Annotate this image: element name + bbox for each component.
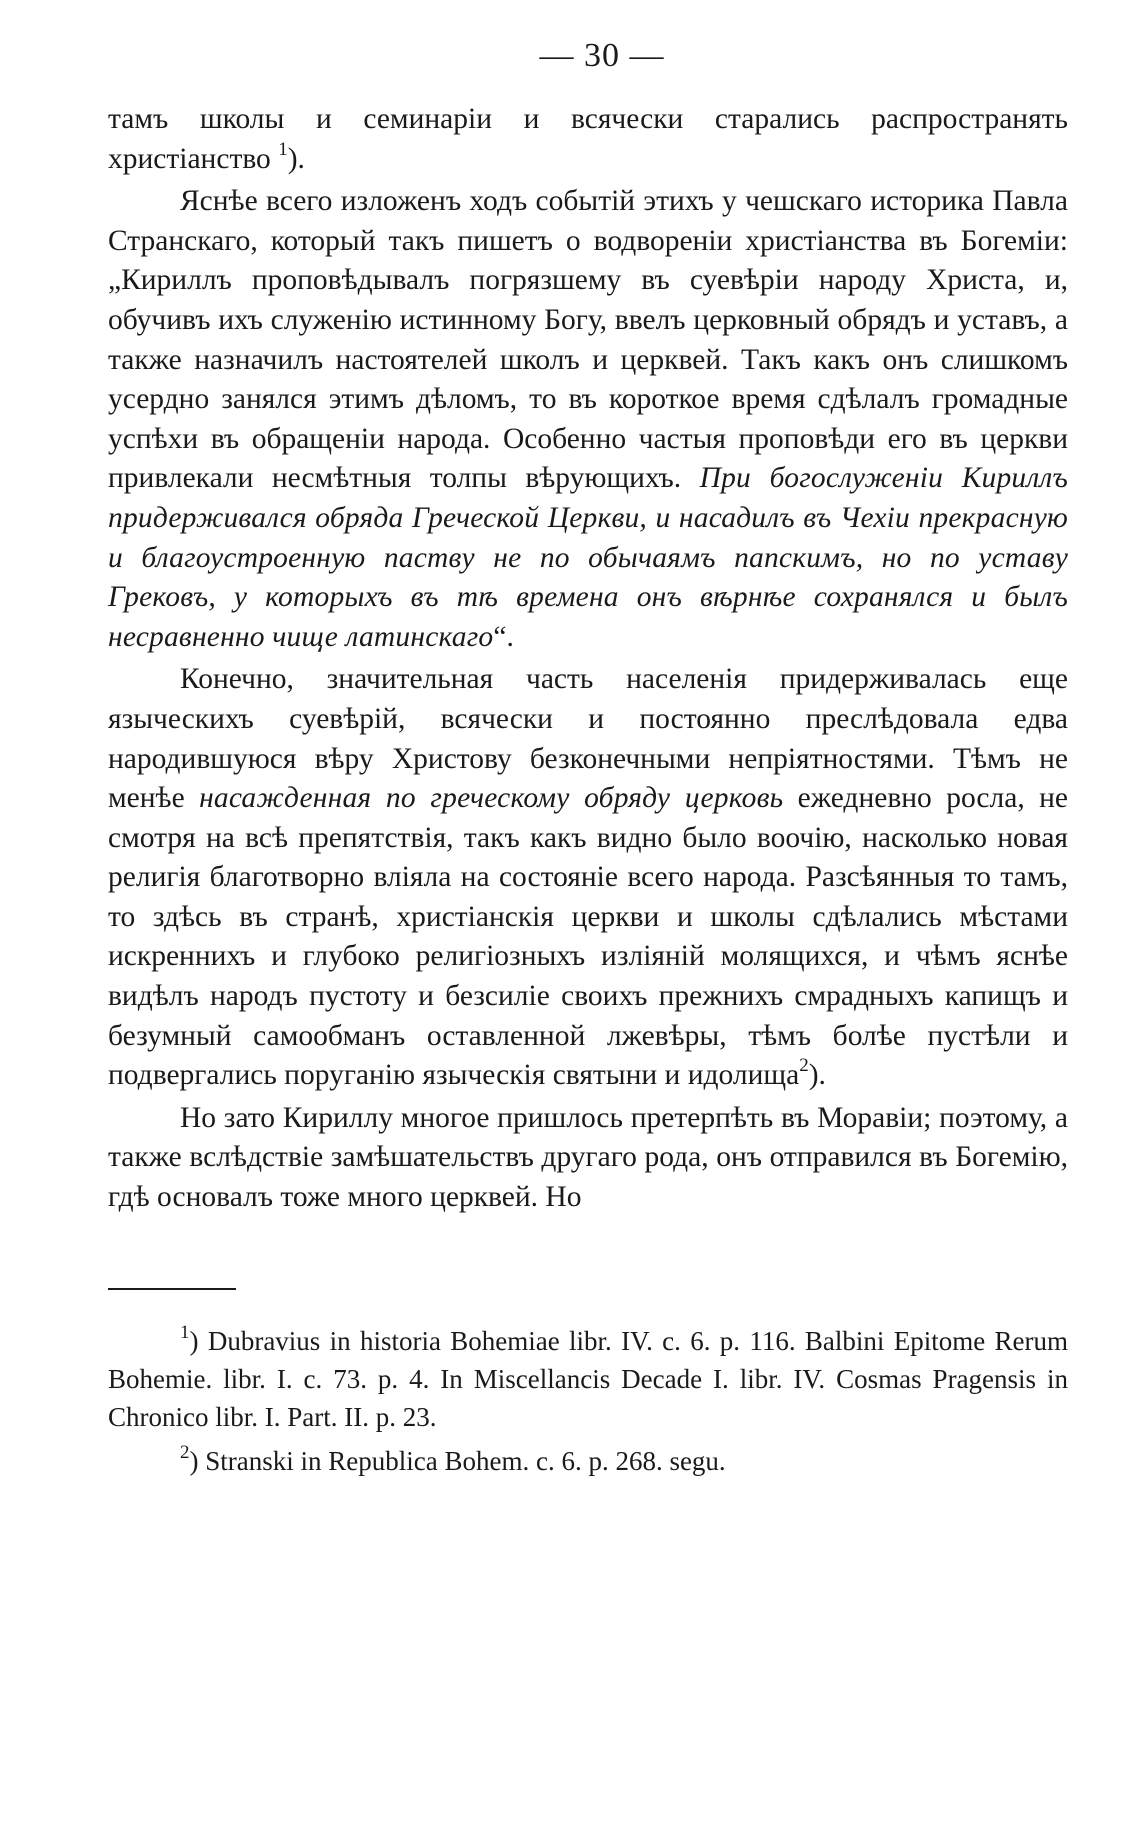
paragraph-3: [108, 660, 1068, 1096]
footnotes: [108, 1322, 1068, 1480]
paragraph-3-text-a: Конечно, значительная часть населенія придерживалась еще языческихъ суевѣрій, всячески и постоянно преслѣдовала едва народившуюся вѣру Христову безконечными непріятностями. Тѣмъ не менѣе: [108, 663, 1068, 815]
footnote-1-text: Dubravius in historia Bohemiae libr. IV. c. 6. p. 116. Balbini Epitome Rerum Bohemie. libr. I. c. 73. p. 4. In Miscellancis Decade I. libr. IV. Cosmas Pragensis in Chronico libr. I. Part. II. p. 23.: [108, 1325, 1069, 1432]
footnote-2-marker-close: ): [189, 1445, 199, 1476]
paragraph-4: [108, 1099, 1068, 1218]
paragraph-1-text: тамъ школы и семинаріи и всячески старались распространять христіанство: [108, 103, 1068, 175]
paragraph-1: [108, 100, 1068, 179]
footnote-2-text: Stranski in Republica Bohem. c. 6. p. 268. segu.: [205, 1445, 726, 1476]
footnote-2: [108, 1442, 1068, 1480]
paragraph-3-text-b: ежедневно росла, не смотря на всѣ препятствія, такъ какъ видно было воочію, насколько новая религія благотворно вліяла на состояніе всего народа. Разсѣянныя то тамъ, то здѣсь въ странѣ, христіанскія церкви и школы сдѣлались мѣстами искреннихъ и глубоко религіозныхъ изліяній молящихся, и чѣмъ яснѣе видѣлъ народъ пустоту и безсиліе своихъ прежнихъ смрадныхъ капищъ и безумный самообманъ оставленной лжевѣры, тѣмъ болѣе пустѣли и подвергались поруганію языческія святыни и идолища: [108, 782, 1069, 1092]
paragraph-2-text: Яснѣе всего изложенъ ходъ событій этихъ у чешскаго историка Павла Странскаго, который такъ пишетъ о водвореніи христіанства въ Богеміи: „Кириллъ проповѣдывалъ погрязшему въ суевѣріи народу Христа, и, обучивъ ихъ служенію истинному Богу, ввелъ церковный обрядъ и уставъ, а также назначилъ настоятелей школъ и церквей. Такъ какъ онъ слишкомъ усердно занялся этимъ дѣломъ, то въ короткое время сдѣлалъ громадные успѣхи въ обращеніи народа. Особенно частыя проповѣди его въ церкви привлекали несмѣтныя толпы вѣрующихъ.: [108, 185, 1068, 495]
footnote-divider: [108, 1288, 236, 1290]
footnote-2-marker: 2: [180, 1441, 190, 1463]
footnote-1-marker: 1: [180, 1321, 190, 1343]
paragraph-2-italic-quote: При богослуженіи Кириллъ придерживался обряда Греческой Церкви, и насадилъ въ Чехіи прекрасную и благоустроенную паству не по обычаямъ папскимъ, но по уставу Грековъ, у которыхъ въ тѣ времена онъ вѣрнѣе сохранялся и былъ несравненно чище латинскаго: [108, 462, 1069, 653]
footnote-1-marker-close: ): [189, 1325, 199, 1356]
footnote-ref-2: 2: [799, 1055, 809, 1077]
footnote-1: [108, 1322, 1068, 1436]
paragraph-2: [108, 182, 1068, 657]
page-number: — 30 —: [539, 37, 665, 74]
paragraph-3-italic: насажденная по греческому обряду церковь: [199, 782, 784, 815]
body-text: [108, 100, 1068, 1218]
footnote-ref-1: 1: [278, 138, 288, 160]
paragraph-2-quote-end: “.: [493, 620, 514, 653]
footnote-ref-2-close: ).: [808, 1059, 826, 1092]
paragraph-4-text: Но зато Кириллу многое пришлось претерпѣть въ Моравіи; поэтому, а также вслѣдствіе замѣшательствъ другаго рода, онъ отправился въ Богемію, гдѣ основалъ тоже много церквей. Но: [108, 1101, 1068, 1214]
page: [108, 34, 1068, 1480]
footnote-ref-1-close: ).: [287, 142, 305, 175]
